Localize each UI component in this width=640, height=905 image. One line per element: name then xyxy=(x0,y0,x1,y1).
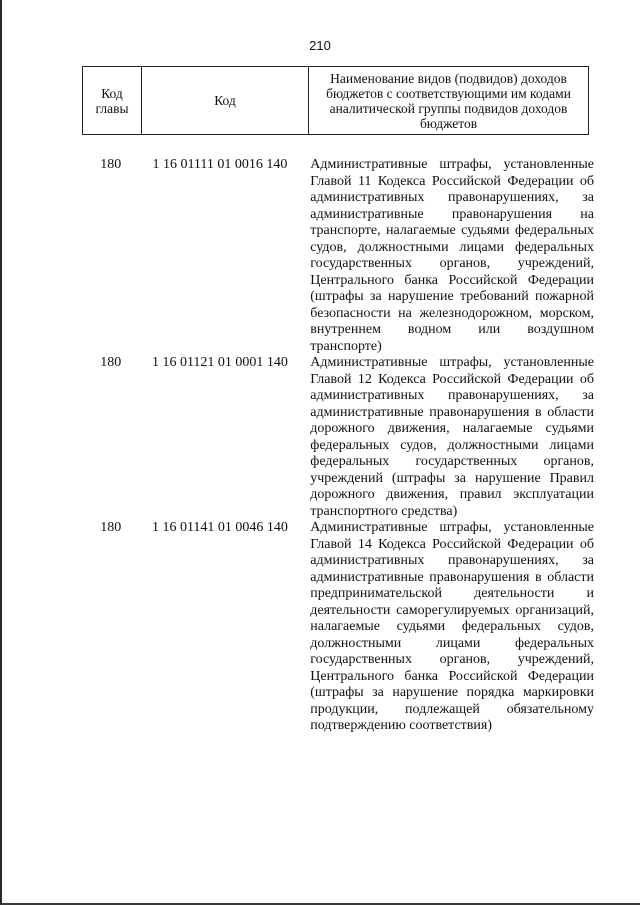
header-code: Код xyxy=(142,67,309,135)
chapter-code: 180 xyxy=(100,355,122,370)
revenue-code: 1 16 01111 01 0016 140 xyxy=(152,157,288,172)
page-number: 210 xyxy=(309,38,331,53)
revenue-name: Административные штрафы, установленные Главой 11 Кодекса Российской Федерации об административных правонарушениях, за административные правонарушения на транспорте, налагаемые судьями федеральных судов, должностными лицами федеральных государственных органов, учреждений, Центрального банка Российской Федерации (штрафы за нарушение требований пожарной безопасности на железнодорожном, морском, внутреннем водном или воздушном транспорте) xyxy=(310,157,594,354)
table-row xyxy=(86,157,594,355)
revenue-name: Административные штрафы, установленные Главой 14 Кодекса Российской Федерации об административных правонарушениях, за административные правонарушения в области предпринимательской деятельности и деятельности саморегулируемых организаций, налагаемые судьями федеральных судов, должностными лицами федеральных государственных органов, учреждений, Центрального банка Российской Федерации (штрафы за нарушение порядка маркировки продукции, подлежащей обязательному подтверждению соответствия) xyxy=(310,520,594,733)
header-chapter-code: Код главы xyxy=(83,67,142,135)
table-row xyxy=(86,520,594,735)
chapter-code: 180 xyxy=(100,157,122,172)
table-row xyxy=(86,355,594,520)
revenue-rows xyxy=(86,157,594,735)
revenue-name: Административные штрафы, установленные Главой 12 Кодекса Российской Федерации об административных правонарушениях, за административные правонарушения в области дорожного движения, налагаемые судьями федеральных судов, должностными лицами федеральных государственных органов, учреждений (штрафы за нарушение Правил дорожного движения, правил эксплуатации транспортного средства) xyxy=(310,355,594,519)
revenue-code: 1 16 01141 01 0046 140 xyxy=(151,520,288,535)
revenue-code: 1 16 01121 01 0001 140 xyxy=(151,355,288,370)
header-revenue-name: Наименование видов (подвидов) доходов бюджетов с соответствующими им кодами аналитической группы подвидов доходов бюджетов xyxy=(309,67,589,135)
chapter-code: 180 xyxy=(100,520,122,535)
table-header xyxy=(82,66,589,135)
